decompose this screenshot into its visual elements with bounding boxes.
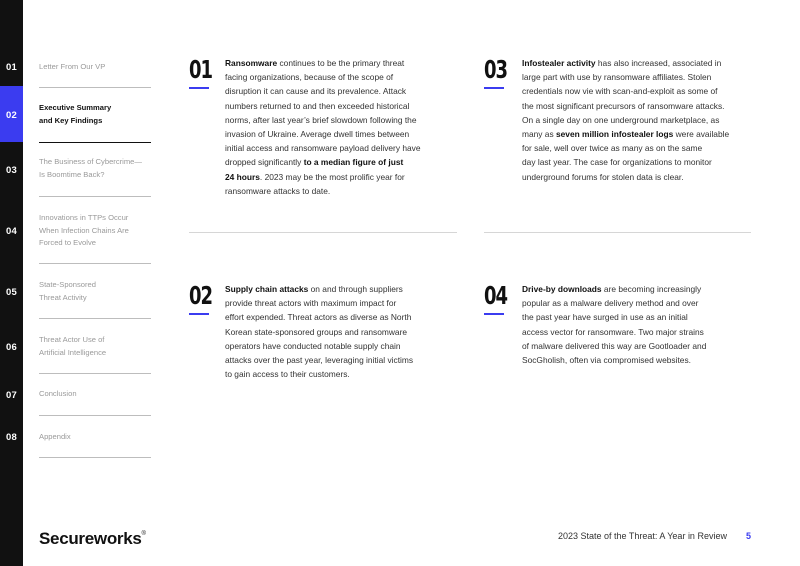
body-text: continues to be the primary threat	[277, 58, 405, 68]
paragraph-line	[522, 127, 758, 141]
emphasis-text: Infostealer activity	[522, 58, 596, 68]
paragraph-line	[522, 56, 758, 70]
toc-item-label: State-Sponsored	[39, 280, 96, 289]
logo-text: Secureworks	[39, 529, 142, 548]
body-text: large part with use by ransomware affiliates. Stolen	[522, 72, 712, 83]
toc-item-label: Innovations in TTPs Occur	[39, 213, 129, 222]
toc-item-3[interactable]	[39, 156, 151, 181]
toc-item-1[interactable]	[39, 61, 151, 74]
finding-number-underline	[189, 87, 209, 89]
toc-item-label: Letter From Our VP	[39, 62, 106, 71]
paragraph-line	[522, 325, 758, 339]
body-text: for sale, well over twice as many as on the same	[522, 143, 703, 154]
toc-item-label: Is Boomtime Back?	[39, 169, 105, 179]
paragraph-line	[225, 127, 461, 141]
toc-divider	[39, 457, 151, 458]
chapter-number-1[interactable]: 01	[6, 62, 17, 73]
toc-item-label: and Key Findings	[39, 115, 103, 125]
toc-divider	[39, 196, 151, 197]
body-text: On a single day on one underground marketplace, as	[522, 114, 720, 125]
paragraph-line	[225, 84, 461, 98]
paragraph-line	[225, 56, 461, 70]
body-text: facing organizations, because of the scope of	[225, 72, 394, 83]
paragraph-line	[225, 310, 461, 324]
chapter-rail	[0, 0, 23, 566]
toc-item-label: Threat Activity	[39, 292, 87, 302]
paragraph-line	[522, 310, 758, 324]
paragraph-line	[522, 113, 758, 127]
body-text: on and through suppliers	[308, 284, 403, 294]
body-text: SocGholish, often via compromised websites.	[522, 355, 691, 366]
toc-item-label: Forced to Evolve	[39, 238, 96, 247]
paragraph-line	[522, 170, 758, 184]
paragraph-line	[522, 296, 758, 310]
finding-paragraph-01	[225, 56, 461, 198]
body-text: the past year have surged in use as an initial	[522, 312, 688, 323]
finding-number-underline	[189, 313, 209, 315]
chapter-number-3[interactable]: 03	[6, 165, 17, 176]
emphasis-text: Ransomware	[225, 58, 278, 68]
toc-item-7[interactable]	[39, 388, 151, 401]
emphasis-text: Drive-by downloads	[522, 284, 602, 294]
row-divider-left	[189, 232, 457, 233]
body-text: norms, after last year’s brief slowdown following the	[225, 114, 417, 125]
toc-item-2[interactable]	[39, 102, 151, 127]
body-text: attacks over the past year, leveraging initial victims	[225, 355, 414, 366]
paragraph-line	[225, 141, 461, 155]
body-text: . 2023 may be the most prolific year for	[259, 171, 405, 182]
body-text: effort expended. Threat actors as diverse as North	[225, 312, 412, 323]
paragraph-line	[522, 99, 758, 113]
paragraph-line	[225, 170, 461, 184]
paragraph-line	[225, 325, 461, 339]
paragraph-line	[225, 367, 461, 381]
paragraph-line	[225, 353, 461, 367]
finding-number-04: 04	[484, 281, 507, 310]
body-text: were available	[673, 129, 730, 140]
toc-item-5[interactable]	[39, 279, 151, 304]
body-text: provide threat actors with maximum impact for	[225, 298, 397, 309]
paragraph-line	[522, 155, 758, 169]
toc-divider	[39, 87, 151, 88]
paragraph-line	[522, 282, 758, 296]
body-text: day last year. The case for organizations to monitor	[522, 157, 712, 168]
logo-registered-mark: ®	[141, 531, 146, 537]
paragraph-line	[522, 353, 758, 367]
finding-number-02: 02	[189, 281, 212, 310]
chapter-number-7[interactable]: 07	[6, 390, 17, 401]
body-text: invasion of Ukraine. Average dwell times between	[225, 129, 410, 140]
body-text: disruption it can cause and its prevalence. Attack	[225, 86, 407, 97]
paragraph-line	[522, 339, 758, 353]
paragraph-line	[225, 99, 461, 113]
toc-item-4[interactable]	[39, 212, 151, 250]
emphasis-text: Supply chain attacks	[225, 284, 309, 294]
paragraph-line	[225, 184, 461, 198]
body-text: dropped significantly	[225, 157, 304, 168]
toc-item-label: Conclusion	[39, 389, 77, 398]
finding-number-01: 01	[189, 55, 212, 84]
page-number: 5	[746, 531, 752, 541]
chapter-number-4[interactable]: 04	[6, 226, 17, 237]
chapter-number-8[interactable]: 08	[6, 432, 17, 443]
paragraph-line	[225, 296, 461, 310]
body-text: ransomware attacks to date.	[225, 185, 331, 196]
body-text: initial access and ransomware payload delivery have	[225, 143, 421, 154]
body-text: popular as a malware delivery method and over	[522, 298, 699, 309]
body-text: of malware delivered this way are Gootloader and	[522, 340, 707, 351]
toc-item-6[interactable]	[39, 334, 151, 359]
body-text: operators have conducted notable supply chain	[225, 340, 401, 351]
paragraph-line	[225, 282, 461, 296]
paragraph-line	[225, 339, 461, 353]
body-text: credentials now vie with scan-and-exploit as some of	[522, 86, 718, 97]
finding-paragraph-03	[522, 56, 758, 184]
body-text: the most significant precursors of ransomware attacks.	[522, 100, 725, 111]
paragraph-line	[225, 70, 461, 84]
finding-number-03: 03	[484, 55, 507, 84]
paragraph-line	[225, 155, 461, 169]
report-title: 2023 State of the Threat: A Year in Review	[558, 531, 727, 541]
body-text: Korean state-sponsored groups and ransomware	[225, 326, 408, 337]
chapter-number-6[interactable]: 06	[6, 342, 17, 353]
toc-divider	[39, 373, 151, 374]
secureworks-logo	[39, 529, 146, 549]
finding-paragraph-04	[522, 282, 758, 367]
toc-item-label: Executive Summary	[39, 103, 112, 112]
finding-paragraph-02	[225, 282, 461, 381]
toc-divider	[39, 415, 151, 416]
paragraph-line	[225, 113, 461, 127]
toc-divider	[39, 318, 151, 319]
body-text: numbers returned to and then exceeded historical	[225, 100, 410, 111]
body-text: are becoming increasingly	[601, 284, 702, 294]
toc-item-label: Appendix	[39, 432, 71, 441]
paragraph-line	[522, 141, 758, 155]
toc-item-label: The Business of Cybercrime—	[39, 157, 142, 166]
paragraph-line	[522, 70, 758, 84]
body-text: to gain access to their customers.	[225, 369, 350, 380]
row-divider-right	[484, 232, 751, 233]
toc-item-label: When Infection Chains Are	[39, 225, 129, 235]
toc-item-8[interactable]	[39, 431, 151, 444]
paragraph-line	[522, 84, 758, 98]
body-text: many as	[522, 129, 556, 140]
chapter-number-2[interactable]: 02	[6, 110, 17, 121]
body-text: access vector for ransomware. Two major strains	[522, 326, 704, 337]
toc-divider	[39, 142, 151, 143]
chapter-number-5[interactable]: 05	[6, 287, 17, 298]
finding-number-underline	[484, 313, 504, 315]
toc-item-label: Threat Actor Use of	[39, 335, 105, 344]
emphasis-text: seven million infostealer logs	[555, 129, 674, 140]
toc-item-label: Artificial Intelligence	[39, 347, 107, 357]
body-text: has also increased, associated in	[595, 58, 722, 68]
toc-divider	[39, 263, 151, 264]
body-text: underground forums for stolen data is clear.	[522, 171, 684, 182]
emphasis-text: 24 hours	[225, 171, 260, 182]
finding-number-underline	[484, 87, 504, 89]
emphasis-text: to a median figure of just	[303, 157, 404, 168]
